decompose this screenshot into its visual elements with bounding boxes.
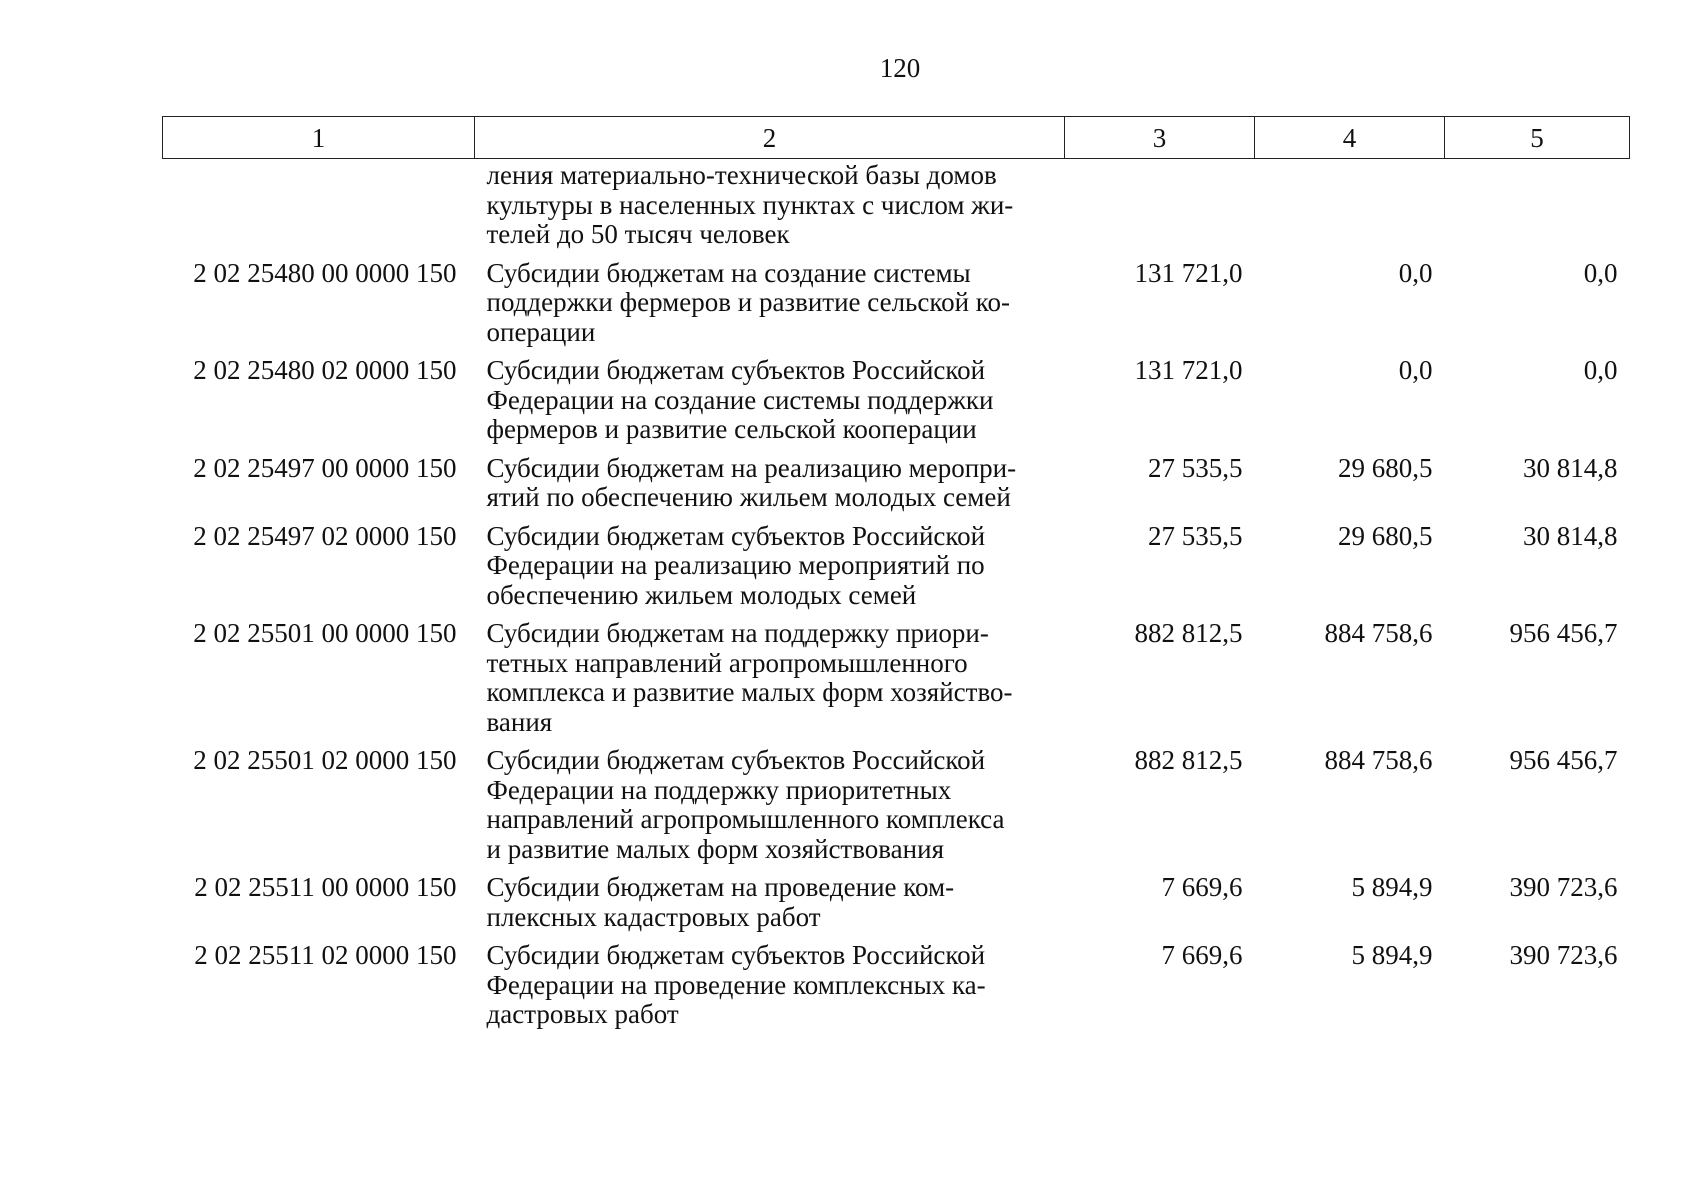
description-line: поддержки фермеров и развитие сельской ко- — [486, 287, 1011, 317]
income-code-cell: 2 02 25497 00 0000 150 — [193, 452, 457, 483]
amount-col-5-cell: 30 814,8 — [1523, 520, 1618, 551]
header-col-5: 5 — [1445, 117, 1630, 159]
description-line: Субсидии бюджетам на создание системы — [486, 257, 971, 288]
table-body — [163, 159, 1630, 1039]
table-row — [163, 941, 1630, 1039]
table-row — [163, 159, 1630, 259]
table-row — [163, 619, 1630, 746]
description-cell — [475, 356, 1065, 454]
description-line: направлений агропромышленного комплекса — [486, 804, 1005, 834]
description-cell — [475, 873, 1065, 941]
amount-col-3-cell: 7 669,6 — [1161, 940, 1243, 970]
amount-col-4-cell: 884 758,6 — [1324, 618, 1433, 648]
amount-col-5-cell: 30 814,8 — [1523, 452, 1618, 483]
income-code-cell: 2 02 25501 02 0000 150 — [193, 745, 457, 775]
amount-col-5-cell: 390 723,6 — [1509, 872, 1618, 902]
amount-col-5-cell: 0,0 — [1583, 355, 1618, 385]
table-row — [163, 522, 1630, 620]
description-line: ятий по обеспечению жильем молодых семей — [486, 482, 1011, 512]
table-row — [163, 259, 1630, 357]
description-cell — [475, 259, 1065, 357]
description-cell — [475, 746, 1065, 873]
table-row — [163, 356, 1630, 454]
amount-col-4-cell: 5 894,9 — [1351, 940, 1433, 970]
amount-col-5-cell: 956 456,7 — [1509, 618, 1618, 648]
income-code-cell: 2 02 25480 00 0000 150 — [193, 257, 457, 288]
amount-col-3-cell: 882 812,5 — [1134, 745, 1243, 775]
description-line: Субсидии бюджетам субъектов Российской — [486, 355, 986, 385]
amount-col-4-cell: 0,0 — [1398, 257, 1433, 288]
amount-col-4-cell: 884 758,6 — [1324, 745, 1433, 775]
amount-col-3-cell: 131 721,0 — [1134, 257, 1243, 288]
amount-col-4-cell — [1255, 159, 1445, 259]
header-row — [163, 117, 1630, 159]
amount-col-5-cell: 956 456,7 — [1509, 745, 1618, 775]
amount-col-5-cell — [1445, 159, 1630, 259]
table-row — [163, 873, 1630, 941]
amount-col-3-cell: 27 535,5 — [1148, 520, 1243, 551]
description-cell — [475, 454, 1065, 522]
amount-col-4-cell: 0,0 — [1398, 355, 1433, 385]
header-col-1: 1 — [163, 117, 475, 159]
table-header — [163, 117, 1630, 159]
income-code-cell — [163, 159, 475, 259]
income-code-cell: 2 02 25497 02 0000 150 — [193, 520, 457, 551]
amount-col-4-cell: 5 894,9 — [1351, 872, 1433, 902]
header-col-4: 4 — [1255, 117, 1445, 159]
description-line: Субсидии бюджетам на поддержку приори- — [486, 618, 989, 648]
amount-col-4-cell: 29 680,5 — [1338, 520, 1433, 551]
description-line: Субсидии бюджетам на проведение ком- — [486, 872, 955, 902]
description-line: ления материально-технической базы домов — [486, 160, 997, 190]
description-line: телей до 50 тысяч человек — [486, 219, 790, 249]
description-cell — [475, 941, 1065, 1039]
description-line: вания — [486, 706, 553, 737]
amount-col-3-cell: 131 721,0 — [1134, 355, 1243, 385]
description-cell — [475, 522, 1065, 620]
table-row — [163, 454, 1630, 522]
income-code-cell: 2 02 25511 00 0000 150 — [194, 872, 457, 902]
description-line: комплекса и развитие малых форм хозяйство- — [486, 677, 1013, 707]
description-line: Федерации на создание системы поддержки — [486, 384, 994, 415]
header-col-2: 2 — [475, 117, 1065, 159]
income-code-cell: 2 02 25511 02 0000 150 — [194, 940, 457, 970]
table-row — [163, 746, 1630, 873]
page-number: 120 — [879, 53, 921, 83]
description-cell — [475, 619, 1065, 746]
amount-col-3-cell: 27 535,5 — [1148, 452, 1243, 483]
amount-col-3-cell: 882 812,5 — [1134, 618, 1243, 648]
income-code-cell: 2 02 25501 00 0000 150 — [193, 618, 457, 648]
description-line: плексных кадастровых работ — [486, 901, 821, 932]
description-line: Федерации на реализацию мероприятий по — [486, 550, 985, 580]
description-line: Федерации на поддержку приоритетных — [486, 774, 952, 805]
budget-table — [162, 116, 1630, 1039]
amount-col-5-cell: 0,0 — [1583, 257, 1618, 288]
description-line: фермеров и развитие сельской кооперации — [486, 414, 977, 444]
amount-col-4-cell: 29 680,5 — [1338, 452, 1433, 483]
header-col-3: 3 — [1065, 117, 1255, 159]
description-line: дастровых работ — [486, 999, 679, 1029]
description-line: тетных направлений агропромышленного — [486, 647, 968, 678]
description-line: Федерации на проведение комплексных ка- — [486, 969, 986, 1000]
income-code-cell: 2 02 25480 02 0000 150 — [193, 355, 457, 385]
amount-col-3-cell: 7 669,6 — [1161, 872, 1243, 902]
description-line: Субсидии бюджетам субъектов Российской — [486, 520, 986, 551]
description-line: Субсидии бюджетам субъектов Российской — [486, 745, 986, 775]
description-cell — [475, 159, 1065, 259]
amount-col-5-cell: 390 723,6 — [1509, 940, 1618, 970]
description-line: Субсидии бюджетам на реализацию меропри- — [486, 452, 1017, 483]
description-line: культуры в населенных пунктах с числом жи- — [486, 189, 1014, 220]
description-line: операции — [486, 316, 596, 347]
description-line: и развитие малых форм хозяйствования — [486, 833, 944, 864]
description-line: Субсидии бюджетам субъектов Российской — [486, 940, 986, 970]
amount-col-3-cell — [1065, 159, 1255, 259]
description-line: обеспечению жильем молодых семей — [486, 579, 917, 610]
